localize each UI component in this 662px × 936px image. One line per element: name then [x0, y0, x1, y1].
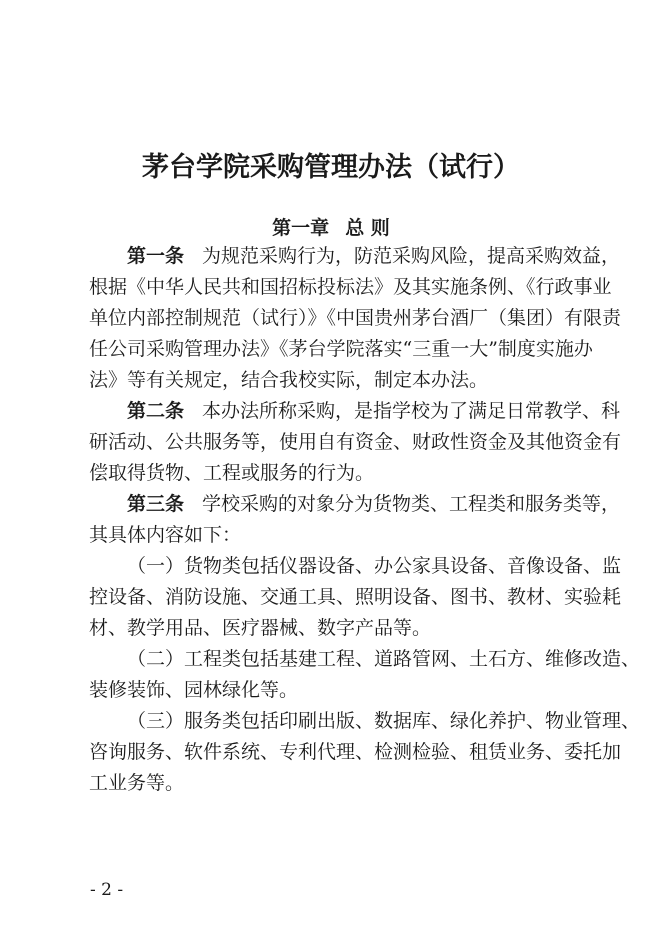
text-line: [89, 551, 622, 582]
document-body: [89, 241, 641, 799]
line-text: 单位内部控制规范（试行）》《中国贵州茅台酒厂（集团）有限责: [89, 307, 622, 329]
text-line: [89, 706, 641, 737]
article-paragraph: [89, 396, 622, 489]
text-line: [89, 334, 593, 365]
text-line: [89, 241, 621, 272]
text-line: [89, 737, 622, 768]
article-label: 第二条: [127, 400, 185, 422]
article-paragraph: [89, 644, 641, 706]
text-line: [89, 489, 621, 520]
text-line: [89, 458, 579, 489]
line-text: （一）货物类包括仪器设备、办公家具设备、音像设备、监: [127, 555, 622, 577]
text-line: [89, 427, 622, 458]
chapter-heading: [0, 213, 662, 240]
text-line: [89, 396, 621, 427]
chapter-name: 总 则: [345, 217, 390, 239]
text-line: [89, 644, 641, 675]
chapter-number: 第一章: [272, 217, 330, 239]
line-text: 工业务等。: [89, 772, 185, 794]
text-line: [89, 303, 622, 334]
text-line: [89, 520, 579, 551]
line-text: 材、教学用品、医疗器械、数字产品等。: [89, 617, 432, 639]
text-line: [89, 365, 579, 396]
line-text: （二）工程类包括基建工程、道路管网、土石方、维修改造、: [127, 648, 641, 670]
article-paragraph: [89, 241, 622, 396]
article-paragraph: [89, 551, 622, 644]
document-title: 茅台学院采购管理办法（试行）: [142, 152, 520, 183]
article-paragraph: [89, 706, 641, 799]
line-text: 学校采购的对象分为货物类、工程类和服务类等，: [202, 493, 621, 515]
line-text: （三）服务类包括印刷出版、数据库、绿化养护、物业管理、: [127, 710, 641, 732]
line-text: 控设备、消防设施、交通工具、照明设备、图书、教材、实验耗: [89, 586, 622, 608]
text-line: [89, 675, 579, 706]
text-line: [89, 768, 579, 799]
line-text: 偿取得货物、工程或服务的行为。: [89, 462, 375, 484]
article-label: 第一条: [127, 245, 185, 267]
article-label: 第三条: [127, 493, 185, 515]
line-text: 根据《中华人民共和国招标投标法》及其实施条例、《行政事业: [89, 276, 612, 298]
line-text: 装修装饰、园林绿化等。: [89, 679, 299, 701]
line-text: 咨询服务、软件系统、专利代理、检测检验、租赁业务、委托加: [89, 741, 622, 763]
text-line: [89, 582, 622, 613]
article-paragraph: [89, 489, 621, 551]
line-text: 为规范采购行为，防范采购风险，提高采购效益，: [202, 245, 621, 267]
line-text: 法》等有关规定，结合我校实际，制定本办法。: [89, 369, 489, 391]
line-text: 研活动、公共服务等，使用自有资金、财政性资金及其他资金有: [89, 431, 622, 453]
text-line: [89, 272, 612, 303]
page-number: - 2 -: [90, 880, 124, 900]
text-line: [89, 613, 579, 644]
line-text: 任公司采购管理办法》《茅台学院落实“三重一大”制度实施办: [89, 338, 593, 360]
line-text: 本办法所称采购，是指学校为了满足日常教学、科: [202, 400, 621, 422]
line-text: 其具体内容如下：: [89, 524, 242, 546]
